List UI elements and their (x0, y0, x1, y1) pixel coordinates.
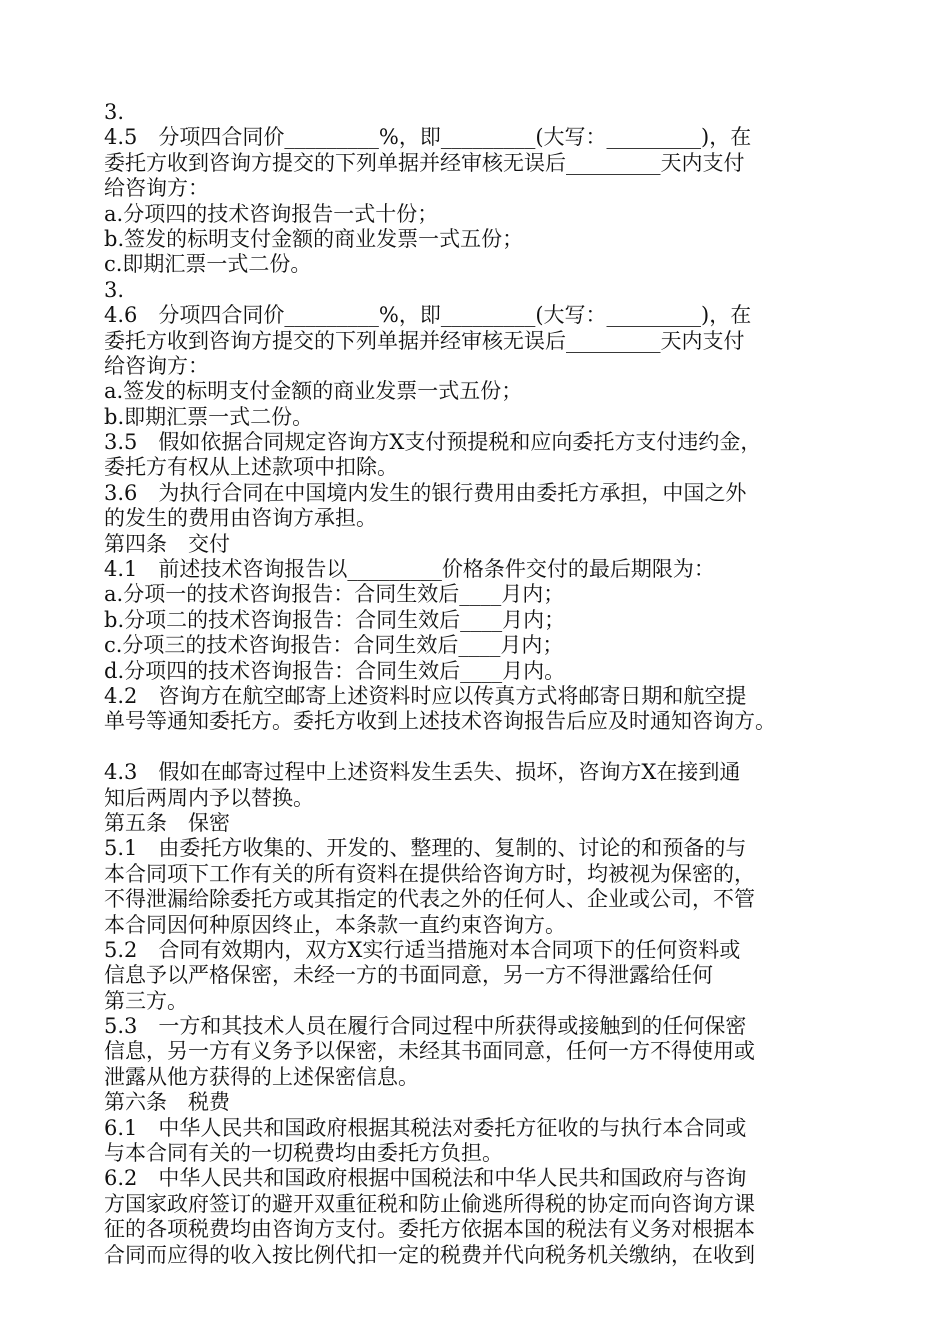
text-line: 委托方有权从上述款项中扣除。 (104, 455, 398, 480)
text-line: 4.5 分项四合同价_________%，即_________(大写：_________)，在 (104, 125, 752, 150)
text-line: 4.6 分项四合同价_________%，即_________(大写：_________)，在 (104, 303, 752, 328)
text-line: 5.3 一方和其技术人员在履行合同过程中所获得或接触到的任何保密 (104, 1014, 747, 1039)
text-line: a.签发的标明支付金额的商业发票一式五份； (104, 379, 523, 404)
text-line: a.分项一的技术咨询报告：合同生效后____月内； (104, 582, 565, 607)
text-line: 本合同项下工作有关的所有资料在提供给咨询方时，均被视为保密的， (104, 861, 755, 886)
text-line: 5.2 合同有效期内，双方X实行适当措施对本合同项下的任何资料或 (104, 937, 741, 962)
text-line: 征的各项税费均由咨询方支付。委托方依据本国的税法有义务对根据本 (104, 1217, 755, 1242)
text-line: 合同而应得的收入按比例代扣一定的税费并代向税务机关缴纳，在收到 (104, 1242, 755, 1267)
text-line: 4.1 前述技术咨询报告以_________价格条件交付的最后期限为： (104, 557, 715, 582)
text-line: 3.5 假如依据合同规定咨询方X支付预提税和应向委托方支付违约金， (104, 430, 762, 455)
text-line: a.分项四的技术咨询报告一式十份； (104, 201, 439, 226)
text-line: b.即期汇票一式二份。 (104, 404, 314, 429)
text-line: 4.2 咨询方在航空邮寄上述资料时应以传真方式将邮寄日期和航空提 (104, 683, 747, 708)
text-line: 4.3 假如在邮寄过程中上述资料发生丢失、损坏，咨询方X在接到通 (104, 760, 741, 785)
text-line: 泄露从他方获得的上述保密信息。 (104, 1064, 419, 1089)
text-line: 3.6 为执行合同在中国境内发生的银行费用由委托方承担，中国之外 (104, 480, 747, 505)
text-line: 的发生的费用由咨询方承担。 (104, 506, 377, 531)
text-line: 信息，另一方有义务予以保密，未经其书面同意，任何一方不得使用或 (104, 1039, 755, 1064)
text-line: 3. (104, 277, 125, 302)
document-page (104, 100, 864, 1268)
text-line: 知后两周内予以替换。 (104, 785, 314, 810)
section-heading: 第六条 税费 (104, 1090, 230, 1115)
text-line: 第三方。 (104, 988, 188, 1013)
text-line: 单号等通知委托方。委托方收到上述技术咨询报告后应及时通知咨询方。 (104, 709, 776, 734)
text-line: d.分项四的技术咨询报告：合同生效后____月内。 (104, 658, 566, 683)
text-line: 委托方收到咨询方提交的下列单据并经审核无误后_________天内支付 (104, 328, 745, 353)
text-line: 3. (104, 100, 125, 124)
text-line: 5.1 由委托方收集的、开发的、整理的、复制的、讨论的和预备的与 (104, 836, 747, 861)
text-line: 本合同因何种原因终止，本条款一直约束咨询方。 (104, 912, 566, 937)
text-line: 给咨询方： (104, 353, 209, 378)
text-line: c.即期汇票一式二份。 (104, 252, 312, 277)
section-heading: 第四条 交付 (104, 531, 230, 556)
text-line: c.分项三的技术咨询报告：合同生效后____月内； (104, 633, 564, 658)
text-line: 6.2 中华人民共和国政府根据中国税法和中华人民共和国政府与咨询 (104, 1166, 747, 1191)
text-line: 不得泄漏给除委托方或其指定的代表之外的任何人、企业或公司，不管 (104, 887, 755, 912)
section-heading: 第五条 保密 (104, 810, 230, 835)
text-line: 信息予以严格保密，未经一方的书面同意，另一方不得泄露给任何 (104, 963, 713, 988)
text-line: b.分项二的技术咨询报告：合同生效后____月内； (104, 607, 566, 632)
text-line: 给咨询方： (104, 176, 209, 201)
text-line: b.签发的标明支付金额的商业发票一式五份； (104, 226, 524, 251)
text-line: 6.1 中华人民共和国政府根据其税法对委托方征收的与执行本合同或 (104, 1115, 747, 1140)
text-line: 与本合同有关的一切税费均由委托方负担。 (104, 1141, 503, 1166)
blank-line (104, 735, 864, 760)
text-line: 委托方收到咨询方提交的下列单据并经审核无误后_________天内支付 (104, 150, 745, 175)
text-line: 方国家政府签订的避开双重征税和防止偷逃所得税的协定而向咨询方课 (104, 1191, 755, 1216)
